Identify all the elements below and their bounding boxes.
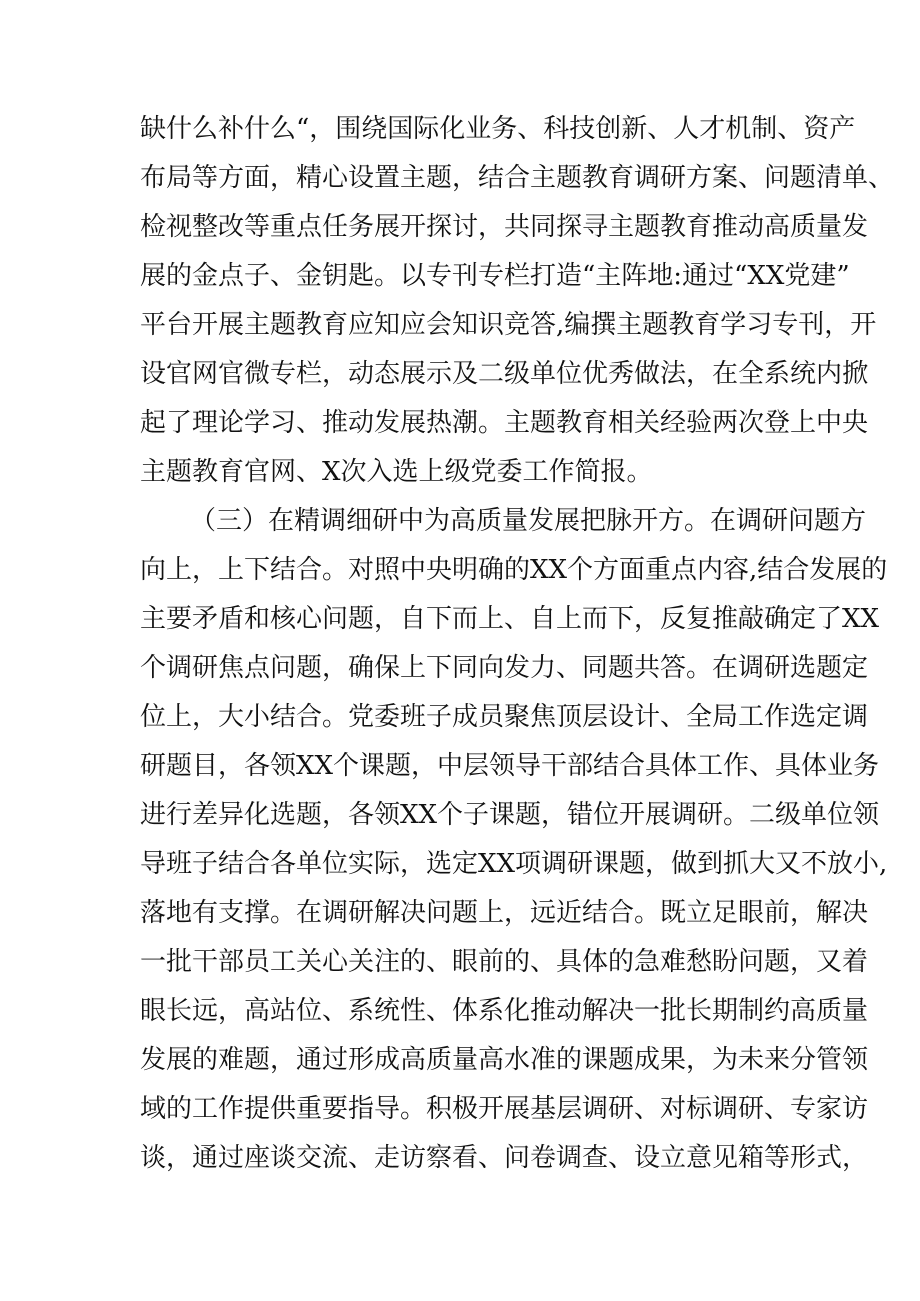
section-heading-line: （三）在精调细研中为高质量发展把脉开方。在调研问题方 (190, 506, 867, 536)
paragraph-line: 平台开展主题教育应知应会知识竞答,编撰主题教育学习专刊，开 (140, 310, 877, 340)
paragraph-line: 发展的难题，通过形成高质量高水准的课题成果，为未来分管领 (140, 1045, 869, 1075)
paragraph-line: 缺什么补什么“，围绕国际化业务、科技创新、人才机制、资产 (140, 114, 856, 144)
paragraph-line: 主要矛盾和核心问题，自下而上、自上而下，反复推敲确定了XX (140, 604, 880, 634)
paragraph-line: 检视整改等重点任务展开探讨，共同探寻主题教育推动高质量发 (140, 212, 869, 242)
paragraph-line: 向上，上下结合。对照中央明确的XX个方面重点内容,结合发展的 (140, 555, 888, 585)
paragraph-line: 进行差异化选题，各领XX个子课题，错位开展调研。二级单位领 (140, 800, 880, 830)
paragraph-line: 域的工作提供重要指导。积极开展基层调研、对标调研、专家访 (140, 1094, 869, 1124)
paragraph-line: 一批干部员工关心关注的、眼前的、具体的急难愁盼问题，又着 (140, 947, 869, 977)
paragraph-line: 导班子结合各单位实际，选定XX项调研课题，做到抓大又不放小, (140, 849, 888, 879)
paragraph-line: 位上，大小结合。党委班子成员聚焦顶层设计、全局工作选定调 (140, 702, 869, 732)
paragraph-line: 主题教育官网、X次入选上级党委工作简报。 (140, 457, 653, 487)
paragraph-line: 谈，通过座谈交流、走访察看、问卷调查、设立意见箱等形式， (140, 1143, 869, 1173)
paragraph-line: 展的金点子、金钥匙。以专刊专栏打造“主阵地:通过“XX党建” (140, 261, 850, 291)
paragraph-line: 眼长远，高站位、系统性、体系化推动解决一批长期制约高质量 (140, 996, 869, 1026)
paragraph-line: 落地有支撑。在调研解决问题上，远近结合。既立足眼前，解决 (140, 898, 869, 928)
paragraph-line: 布局等方面，精心设置主题，结合主题教育调研方案、问题清单、 (140, 163, 895, 193)
paragraph-line: 起了理论学习、推动发展热潮。主题教育相关经验两次登上中央 (140, 408, 869, 438)
paragraph-line: 设官网官微专栏，动态展示及二级单位优秀做法，在全系统内掀 (140, 359, 869, 389)
paragraph-line: 研题目，各领XX个课题，中层领导干部结合具体工作、具体业务 (140, 751, 880, 781)
paragraph-line: 个调研焦点问题，确保上下同向发力、同题共答。在调研选题定 (140, 653, 869, 683)
